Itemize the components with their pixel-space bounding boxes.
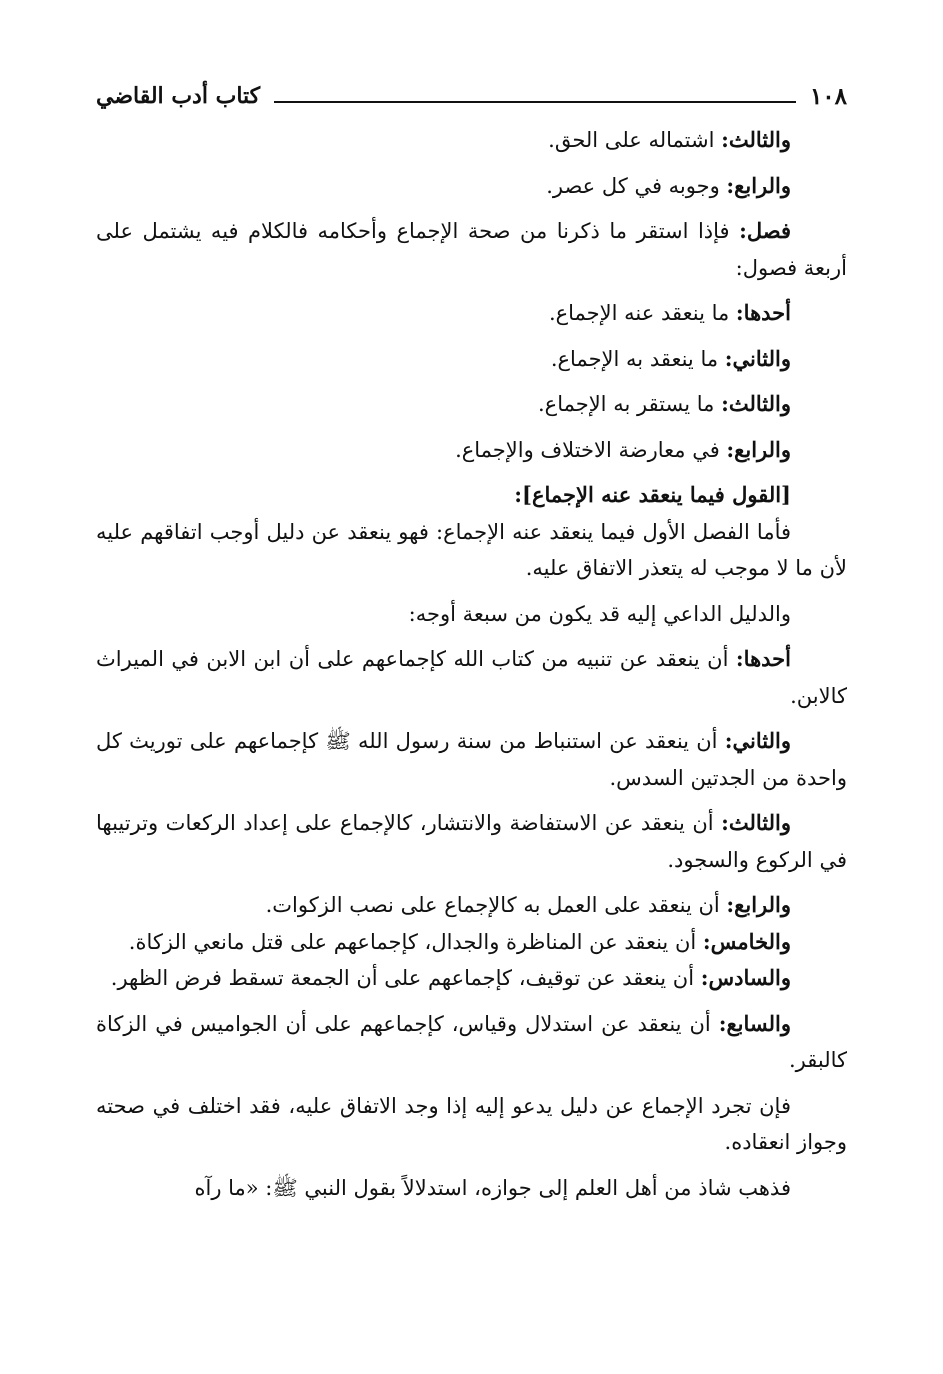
paragraph (96, 514, 847, 587)
paragraph (96, 1006, 847, 1079)
paragraph (96, 295, 847, 332)
paragraph-text: اشتماله على الحق. (548, 128, 722, 152)
book-title: كتاب أدب القاضي (96, 83, 261, 109)
paragraph (96, 386, 847, 423)
page-number: ١٠٨ (809, 82, 847, 110)
paragraph-lead: فصل: (739, 218, 791, 243)
paragraph (96, 341, 847, 378)
paragraph-text: ما ينعقد به الإجماع. (550, 346, 725, 371)
paragraph-text: فذهب شاذ من أهل العلم إلى جوازه، استدلالاً بقول النبي ﷺ: «ما رآه (194, 1175, 791, 1200)
paragraph-lead: أحدها: (735, 646, 791, 671)
book-page (96, 0, 847, 1374)
paragraph (96, 1088, 847, 1161)
paragraph (96, 168, 847, 205)
paragraph-lead: والرابع: (726, 892, 791, 917)
paragraph (96, 641, 847, 714)
paragraph-text: وجوبه في كل عصر. (546, 173, 727, 198)
paragraph-lead: والثاني: (724, 728, 791, 753)
running-header (96, 76, 847, 116)
paragraph (96, 924, 847, 961)
paragraph-lead: والرابع: (726, 436, 791, 462)
paragraph-text: فإذا استقر ما ذكرنا من صحة الإجماع وأحكامه فالكلام فيه يشتمل على أربعة فصول: (96, 219, 847, 280)
paragraph-lead: أحدها: (735, 300, 791, 325)
paragraph-text: أن ينعقد على العمل به كالإجماع على نصب الزكوات. (265, 893, 727, 917)
header-rule (274, 101, 796, 103)
section-heading-text: [القول فيما ينعقد عنه الإجماع]: (514, 482, 791, 507)
paragraph (96, 432, 847, 469)
paragraph-text: أن ينعقد عن استدلال وقياس، كإجماعهم على أن الجواميس في الزكاة كالبقر. (96, 1011, 847, 1072)
paragraph-text: أن ينعقد عن تنبيه من كتاب الله كإجماعهم على أن ابن الابن في الميراث كالابن. (96, 647, 847, 708)
paragraph (96, 122, 847, 159)
paragraph-text: فإن تجرد الإجماع عن دليل يدعو إليه إذا وجد الاتفاق عليه، فقد اختلف في صحته وجواز انعقاده. (96, 1093, 847, 1154)
paragraph-text: أن ينعقد عن الاستفاضة والانتشار، كالإجماع على إعداد الركعات وترتيبها في الركوع والسجود. (96, 811, 847, 872)
paragraph-text: ما يستقر به الإجماع. (537, 392, 722, 416)
section-heading (96, 477, 847, 514)
paragraph-lead: والرابع: (726, 172, 791, 198)
paragraph-lead: والثاني: (724, 345, 791, 371)
paragraph-lead: والخامس: (702, 928, 791, 954)
paragraph (96, 887, 847, 924)
paragraph-lead: والثالث: (721, 810, 791, 835)
paragraph (96, 596, 847, 633)
page-body (96, 122, 847, 1206)
paragraph-text: أن ينعقد عن استنباط من سنة رسول الله ﷺ كإجماعهم على توريث كل واحدة من الجدتين السدس. (96, 729, 847, 790)
paragraph-lead: والثالث: (721, 391, 791, 416)
paragraph-text: أن ينعقد عن توقيف، كإجماعهم على أن الجمعة تسقط فرض الظهر. (110, 966, 701, 990)
paragraph (96, 723, 847, 796)
paragraph-lead: والسابع: (718, 1010, 791, 1036)
paragraph (96, 805, 847, 878)
paragraph-text: في معارضة الاختلاف والإجماع. (455, 437, 727, 462)
paragraph-text: فأما الفصل الأول فيما ينعقد عنه الإجماع: فهو ينعقد عن دليل أوجب اتفاقهم عليه لأن ما لا موجب له يتعذر الاتفاق عليه. (96, 519, 847, 580)
paragraph-text: ما ينعقد عنه الإجماع. (548, 301, 736, 325)
paragraph-lead: والثالث: (721, 127, 791, 152)
paragraph-text: أن ينعقد عن المناظرة والجدال، كإجماعهم على قتل مانعي الزكاة. (128, 929, 703, 954)
paragraph (96, 960, 847, 997)
paragraph (96, 213, 847, 286)
paragraph-lead: والسادس: (700, 965, 791, 990)
paragraph (96, 1170, 847, 1207)
paragraph-text: والدليل الداعي إليه قد يكون من سبعة أوجه: (408, 601, 791, 626)
